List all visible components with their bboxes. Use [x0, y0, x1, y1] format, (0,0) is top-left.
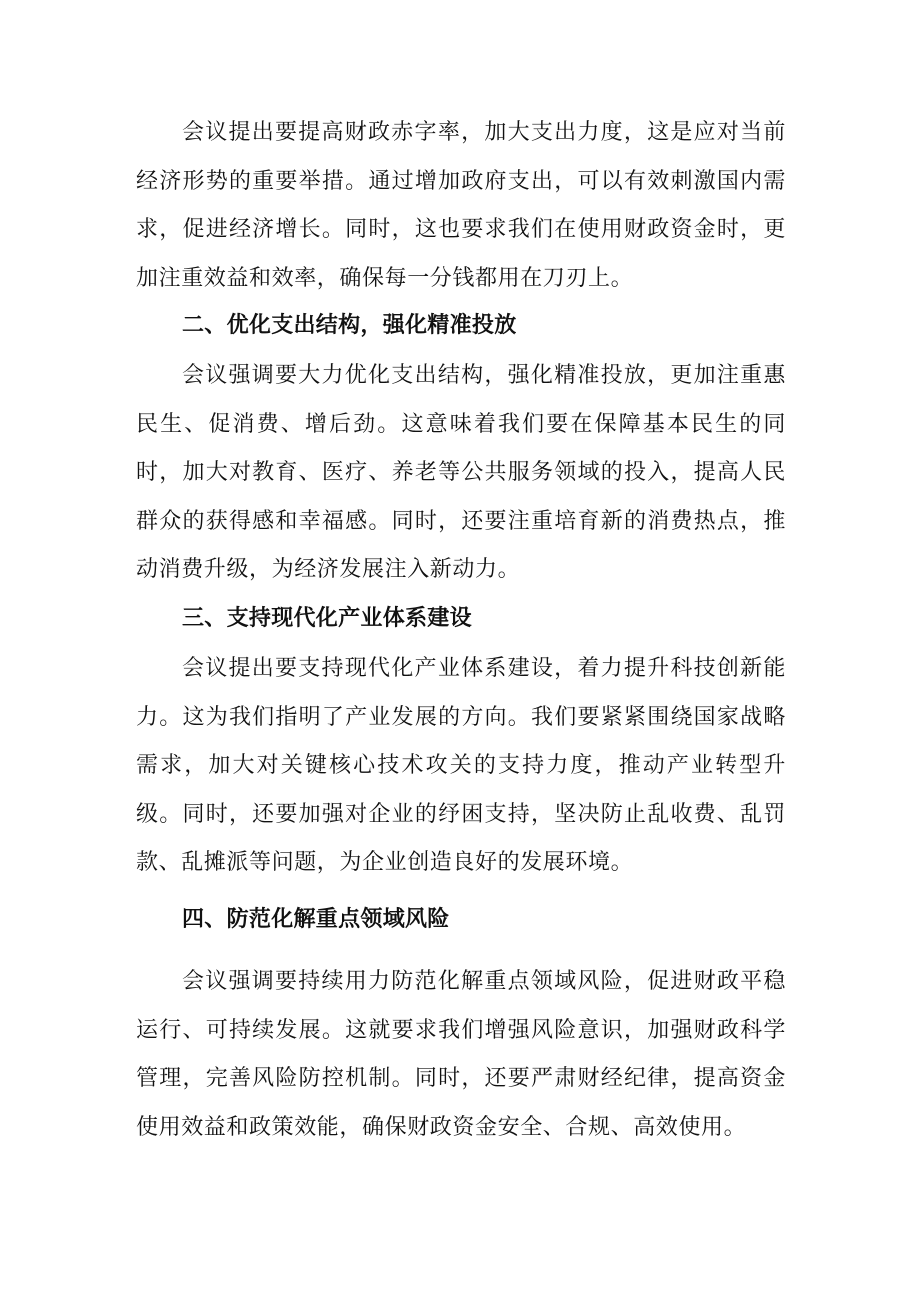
section-heading-risk-prevention: 四、防范化解重点领域风险	[182, 907, 450, 932]
paragraph-industrial-system: 会议提出要支持现代化产业体系建设，着力提升科技创新能力。这为我们指明了产业发展的方向。我们要紧紧围绕国家战略需求，加大对关键核心技术攻关的支持力度，推动产业转型升级。同时，还要加强对企业的纾困支持，坚决防止乱收费、乱罚款、乱摊派等问题，为企业创造良好的发展环境。	[136, 656, 786, 875]
paragraph-fiscal-deficit: 会议提出要提高财政赤字率，加大支出力度，这是应对当前经济形势的重要举措。通过增加政府支出，可以有效刺激国内需求，促进经济增长。同时，这也要求我们在使用财政资金时，更加注重效益和效率，确保每一分钱都用在刀刃上。	[136, 120, 786, 291]
paragraph-optimize-spending: 会议强调要大力优化支出结构，强化精准投放，更加注重惠民生、促消费、增后劲。这意味着我们要在保障基本民生的同时，加大对教育、医疗、养老等公共服务领域的投入，提高人民群众的获得感和幸福感。同时，还要注重培育新的消费热点，推动消费升级，为经济发展注入新动力。	[136, 363, 786, 582]
section-heading-industrial-system: 三、支持现代化产业体系建设	[182, 606, 472, 631]
paragraph-risk-prevention: 会议强调要持续用力防范化解重点领域风险，促进财政平稳运行、可持续发展。这就要求我们增强风险意识，加强财政科学管理，完善风险防控机制。同时，还要严肃财经纪律，提高资金使用效益和政策效能，确保财政资金安全、合规、高效使用。	[136, 969, 786, 1140]
section-heading-optimize-spending: 二、优化支出结构，强化精准投放	[182, 313, 517, 338]
